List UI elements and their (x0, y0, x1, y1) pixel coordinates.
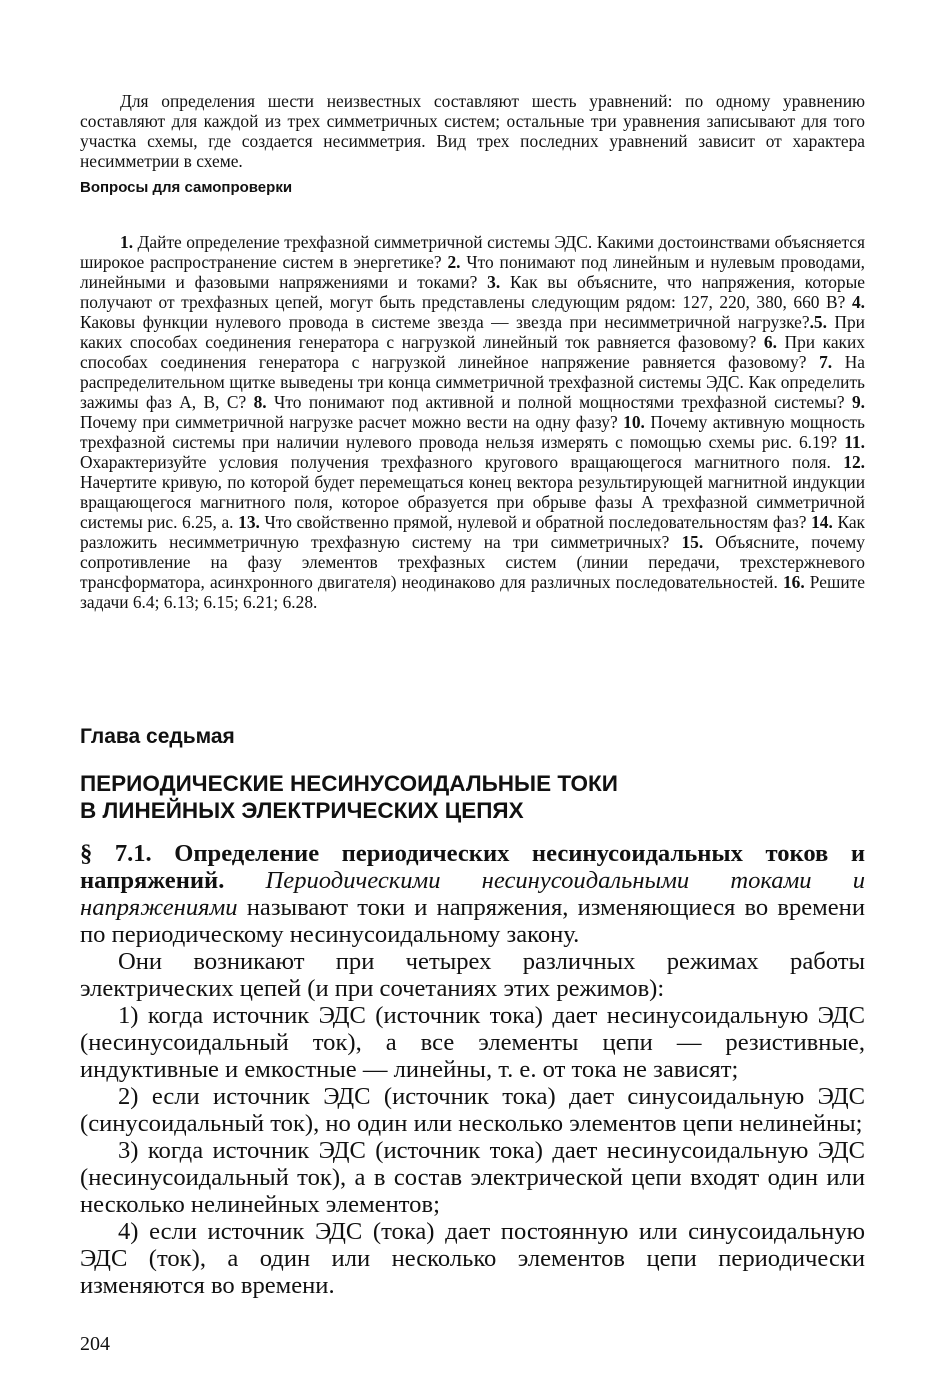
question-text: Объясните, почему сопротивление на фазу элементов трехфазных систем (линии передачи, трехстержневого трансформатора, асинхронного двигателя) неодинаково для различных последовательностей. (80, 532, 865, 593)
chapter-title-line: ПЕРИОДИЧЕСКИЕ НЕСИНУСОИДАЛЬНЫЕ ТОКИ (80, 771, 618, 796)
question-text: На распределительном щитке выведены три конца симметричной трехфазной системы ЭДС. Как определить зажимы фаз А, В, С? (80, 352, 865, 413)
mode-item-3: 3) когда источник ЭДС (источник тока) дает несинусоидальную ЭДС (несинусоидальный ток), а в состав электрической цепи входят один или несколько нелинейных элементов; (80, 1137, 865, 1218)
question-number: 10. (623, 412, 645, 433)
question-number: .5. (809, 312, 827, 333)
chapter-title-line: В ЛИНЕЙНЫХ ЭЛЕКТРИЧЕСКИХ ЦЕПЯХ (80, 798, 524, 823)
section-definition-paragraph (80, 840, 865, 948)
question-number: 7. (819, 352, 833, 373)
question-text: Что понимают под активной и полной мощностями трехфазной системы? (266, 392, 852, 413)
section-body (80, 840, 865, 1299)
question-text: При каких способах соединения генератора с нагрузкой линейное напряжение равняется фазовому? (80, 332, 865, 373)
question-text: Как разложить несимметричную трехфазную систему на три симметричных? (80, 512, 865, 553)
question-text: Каковы функции нулевого провода в системе звезда — звезда при несимметричной нагрузке? (80, 312, 810, 333)
question-number: 11. (844, 432, 865, 453)
question-text: Охарактеризуйте условия получения трехфазного кругового вращающегося магнитного поля. (80, 452, 844, 473)
question-number: 2. (447, 252, 461, 273)
question-text: При каких способах соединения генератора с нагрузкой линейный ток равняется фазовому? (80, 312, 865, 353)
question-number: 3. (487, 272, 501, 293)
question-text: Почему при симметричной нагрузке расчет можно вести на одну фазу? (80, 412, 624, 433)
modes-intro-paragraph: Они возникают при четырех различных режимах работы электрических цепей (и при сочетаниях этих режимов): (80, 948, 865, 1002)
question-number: 8. (253, 392, 267, 413)
question-number: 15. (681, 532, 704, 553)
question-number: 4. (851, 292, 865, 313)
question-text: Дайте определение трехфазной симметричной системы ЭДС. Какими достоинствами объясняется широкое распространение систем в энергетике? (80, 232, 865, 273)
question-text: Как вы объясните, что напряжения, которые получают от трехфазных цепей, могут быть представлены следующим рядом: 127, 220, 380, 660 В? (80, 272, 865, 313)
section-heading: § 7.1. Определение периодических несинусоидальных токов и напряжений. (80, 840, 865, 894)
question-number: 9. (851, 392, 865, 413)
question-number: 1. (120, 232, 134, 253)
definition-text: называют токи и напряжения, изменяющиеся во времени по периодическому несинусоидальному закону. (80, 894, 865, 948)
question-number: 13. (238, 512, 260, 533)
mode-item-4: 4) если источник ЭДС (тока) дает постоянную или синусоидальную ЭДС (ток), а один или несколько элементов цепи периодически изменяются во времени. (80, 1218, 865, 1299)
questions-paragraph (80, 232, 865, 612)
question-text: Почему активную мощность трехфазной системы при наличии нулевого провода нельзя измерять с помощью схемы рис. 6.19? (80, 412, 865, 453)
question-text: Что свойственно прямой, нулевой и обратной последовательностям фаз? (259, 512, 812, 533)
question-number: 12. (843, 452, 865, 473)
chapter-title (80, 770, 618, 824)
definition-term: Периодическими несинусоидальными токами и напряжениями (80, 867, 865, 921)
question-number: 6. (763, 332, 777, 353)
mode-item-1: 1) когда источник ЭДС (источник тока) дает несинусоидальную ЭДС (несинусоидальный ток), а все элементы цепи — резистивные, индуктивные и емкостные — линейны, т. е. от тока не зависят; (80, 1002, 865, 1083)
question-number: 16. (782, 572, 805, 593)
page-number: 204 (80, 1333, 110, 1355)
question-text: Что понимают под линейным и нулевым проводами, линейными и фазовыми напряжениями и токами? (80, 252, 865, 293)
question-text: Начертите кривую, по которой будет перемещаться конец вектора результирующей магнитной индукции вращающегося магнитного поля, которое образуется при обрыве фазы А трехфазной симметричной системы рис. 6.25, а. (80, 472, 865, 533)
question-number: 14. (811, 512, 833, 533)
mode-item-2: 2) если источник ЭДС (источник тока) дает синусоидальную ЭДС (синусоидальный ток), но один или несколько элементов цепи нелинейны; (80, 1083, 865, 1137)
question-text: Решите задачи 6.4; 6.13; 6.15; 6.21; 6.28. (80, 572, 865, 613)
questions-heading: Вопросы для самопроверки (80, 179, 293, 196)
intro-paragraph: Для определения шести неизвестных составляют шесть уравнений: по одному уравнению составляют для каждой из трех симметричных систем; остальные три уравнения записывают для того участка схемы, где создается несимметрия. Вид трех последних уравнений зависит от характера несимметрии в схеме. (80, 91, 865, 172)
chapter-label: Глава седьмая (80, 725, 235, 748)
